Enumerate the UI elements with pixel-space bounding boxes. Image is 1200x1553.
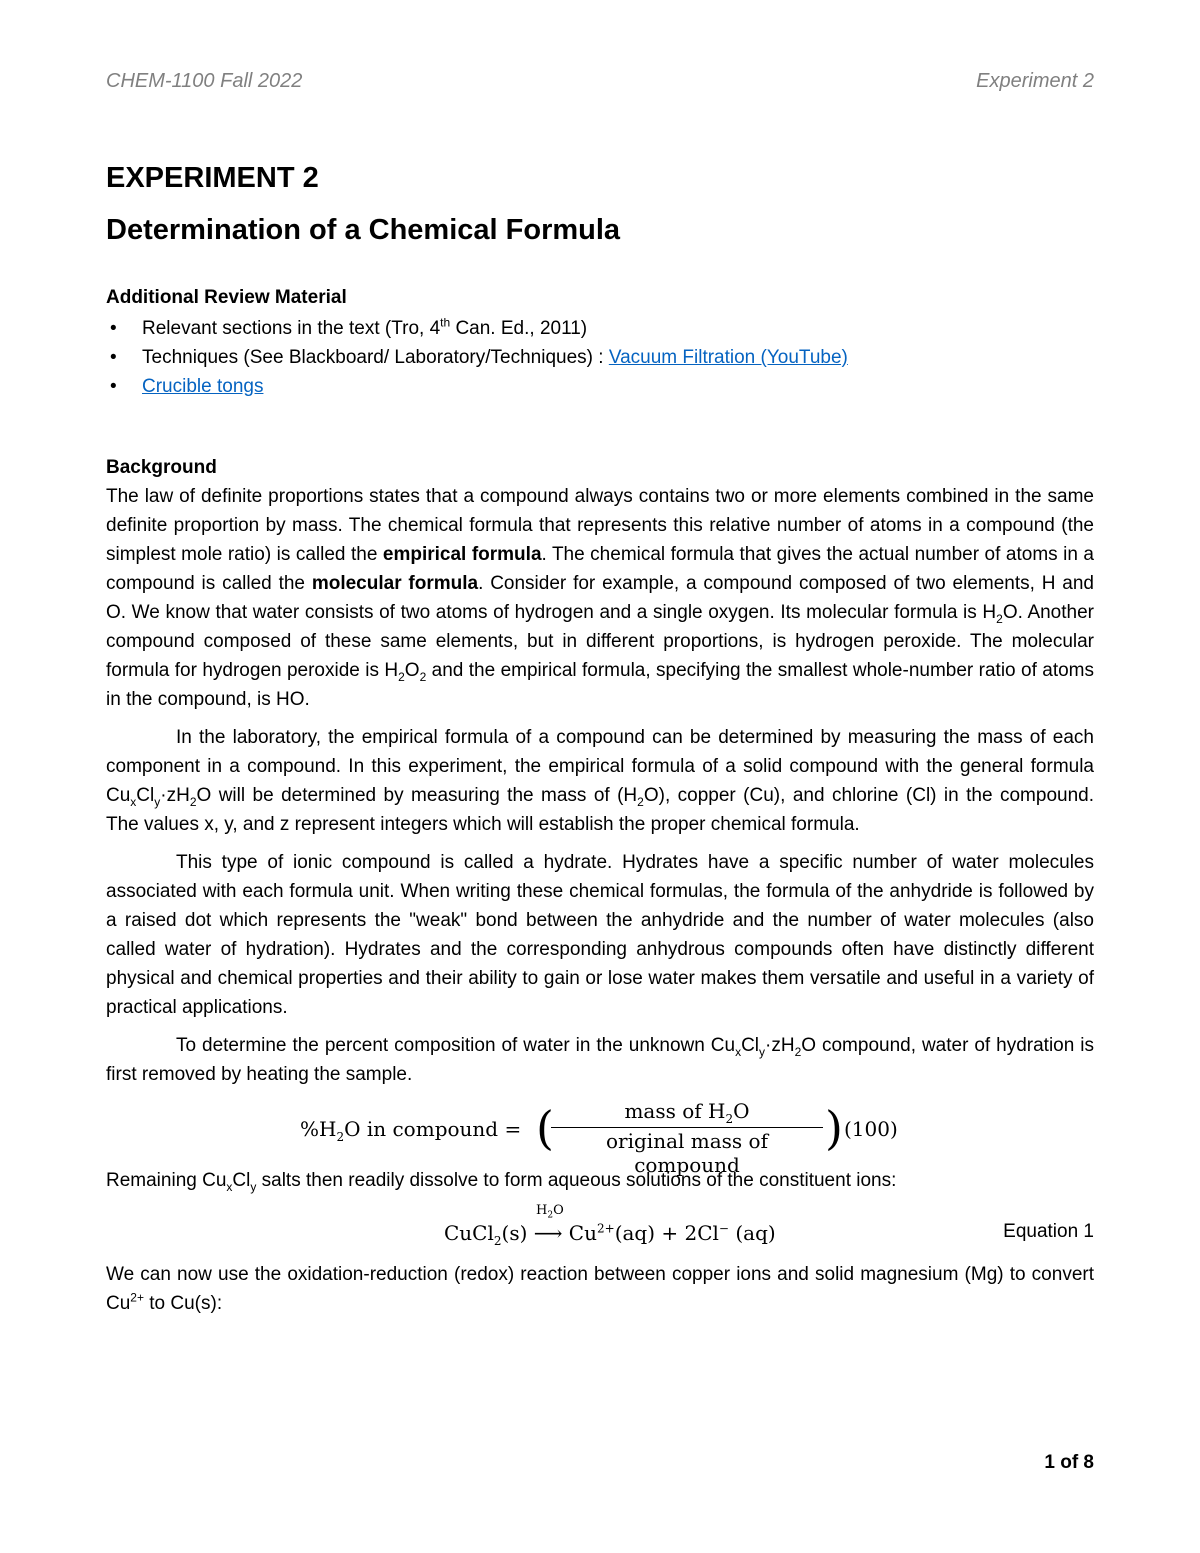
review-item-tongs bbox=[106, 372, 1094, 401]
review-heading: Additional Review Material bbox=[106, 287, 347, 308]
bullet-icon: • bbox=[110, 376, 117, 397]
page-subtitle: Determination of a Chemical Formula bbox=[106, 214, 621, 246]
review-item-techniques: • Techniques (See Blackboard/ Laboratory/Techniques) : Vacuum Filtration (YouTube) bbox=[106, 343, 1094, 372]
background-paragraph-2: In the laboratory, the empirical formula of a compound can be determined by measuring the mass of each component in a compound. In this experiment, the empirical formula of a solid compound with the general formula $Cu_xCl_y\cdot zH_2O$ will be determined by measuring the mass of $(H_2O)$, copper (Cu), and chlorine (Cl) in the compound. The values x, y, and z represent integers which will establish the proper chemical formula. bbox=[106, 727, 1094, 835]
equation-label: Equation 1 bbox=[1003, 1221, 1094, 1242]
page-number: 1 of 8 bbox=[1044, 1452, 1094, 1473]
background-paragraph-6: We can now use the oxidation-reduction (redox) reaction between copper ions and solid magnesium (Mg) to convert $Cu^{2+}$ to Cu(s): bbox=[106, 1264, 1094, 1314]
background-paragraph-3: This type of ionic compound is called a hydrate. Hydrates have a specific number of water molecules associated with each formula unit. When writing these chemical formulas, the formula of the anhydride is followed by a raised dot which represents the "weak" bond between the anhydride and the number of water molecules (also called water of hydration). Hydrates and the corresponding anhydrous compounds often have distinctly different physical and chemical properties and their ability to gain or lose water makes them versatile and useful in a variety of practical applications. bbox=[106, 852, 1094, 1018]
background-heading: Background bbox=[106, 457, 217, 478]
background-paragraph-5: Remaining $Cu_xCl_y$ salts then readily dissolve to form aqueous solutions of the constituent ions: bbox=[106, 1170, 897, 1194]
background-paragraph-1: The law of definite proportions states that a compound always contains two or more elements combined in the same definite proportion by mass. The chemical formula that represents this relative number of atoms in a compound (the simplest mole ratio) is called the empirical formula. The chemical formula that gives the actual number of atoms in a compound is called the molecular formula. Consider for example, a compound composed of two elements, H and O. We know that water consists of two atoms of hydrogen and a single oxygen. Its molecular formula is $H_2O$. Another compound composed of these same elements, but in different proportions, is hydrogen peroxide. The molecular formula for hydrogen peroxide is $H_2O_2$ and the empirical formula, specifying the smallest whole-number ratio of atoms in the compound, is HO. bbox=[106, 486, 1094, 710]
left-paren: ( bbox=[536, 1101, 554, 1155]
page-content bbox=[106, 155, 1094, 1318]
bullet-icon: • bbox=[110, 318, 117, 339]
bullet-icon: • bbox=[110, 347, 117, 368]
header-course: CHEM-1100 Fall 2022 bbox=[106, 70, 303, 92]
reaction-arrow-icon: ⟶ bbox=[533, 1221, 563, 1245]
background-paragraph-4: To determine the percent composition of water in the unknown $Cu_xCl_y\cdot zH_2O$ compound, water of hydration is first removed by heating the sample. bbox=[106, 1035, 1094, 1085]
fraction-bar bbox=[551, 1127, 823, 1128]
vacuum-filtration-link[interactable]: Vacuum Filtration (YouTube) bbox=[608, 347, 848, 368]
review-list bbox=[106, 314, 1094, 401]
crucible-tongs-link[interactable]: Crucible tongs bbox=[142, 376, 264, 397]
review-item-text: • Relevant sections in the text (Tro, 4th Can. Ed., 2011) bbox=[106, 314, 1094, 343]
percent-water-equation: $\%H_2O$ in compound = ( mass of $H_2O$ original mass of compound ) (100) bbox=[300, 1099, 898, 1177]
page-title: EXPERIMENT 2 bbox=[106, 162, 319, 194]
right-paren: ) bbox=[825, 1101, 843, 1155]
equation-1: $H_2O$ CuCl$_2$(s) ⟶ $Cu^{2+}(aq) + 2Cl^-$ (aq) Equation 1 bbox=[444, 1203, 1094, 1248]
header-experiment: Experiment 2 bbox=[976, 70, 1094, 92]
fraction: mass of $H_2O$ original mass of compound bbox=[551, 1099, 823, 1177]
